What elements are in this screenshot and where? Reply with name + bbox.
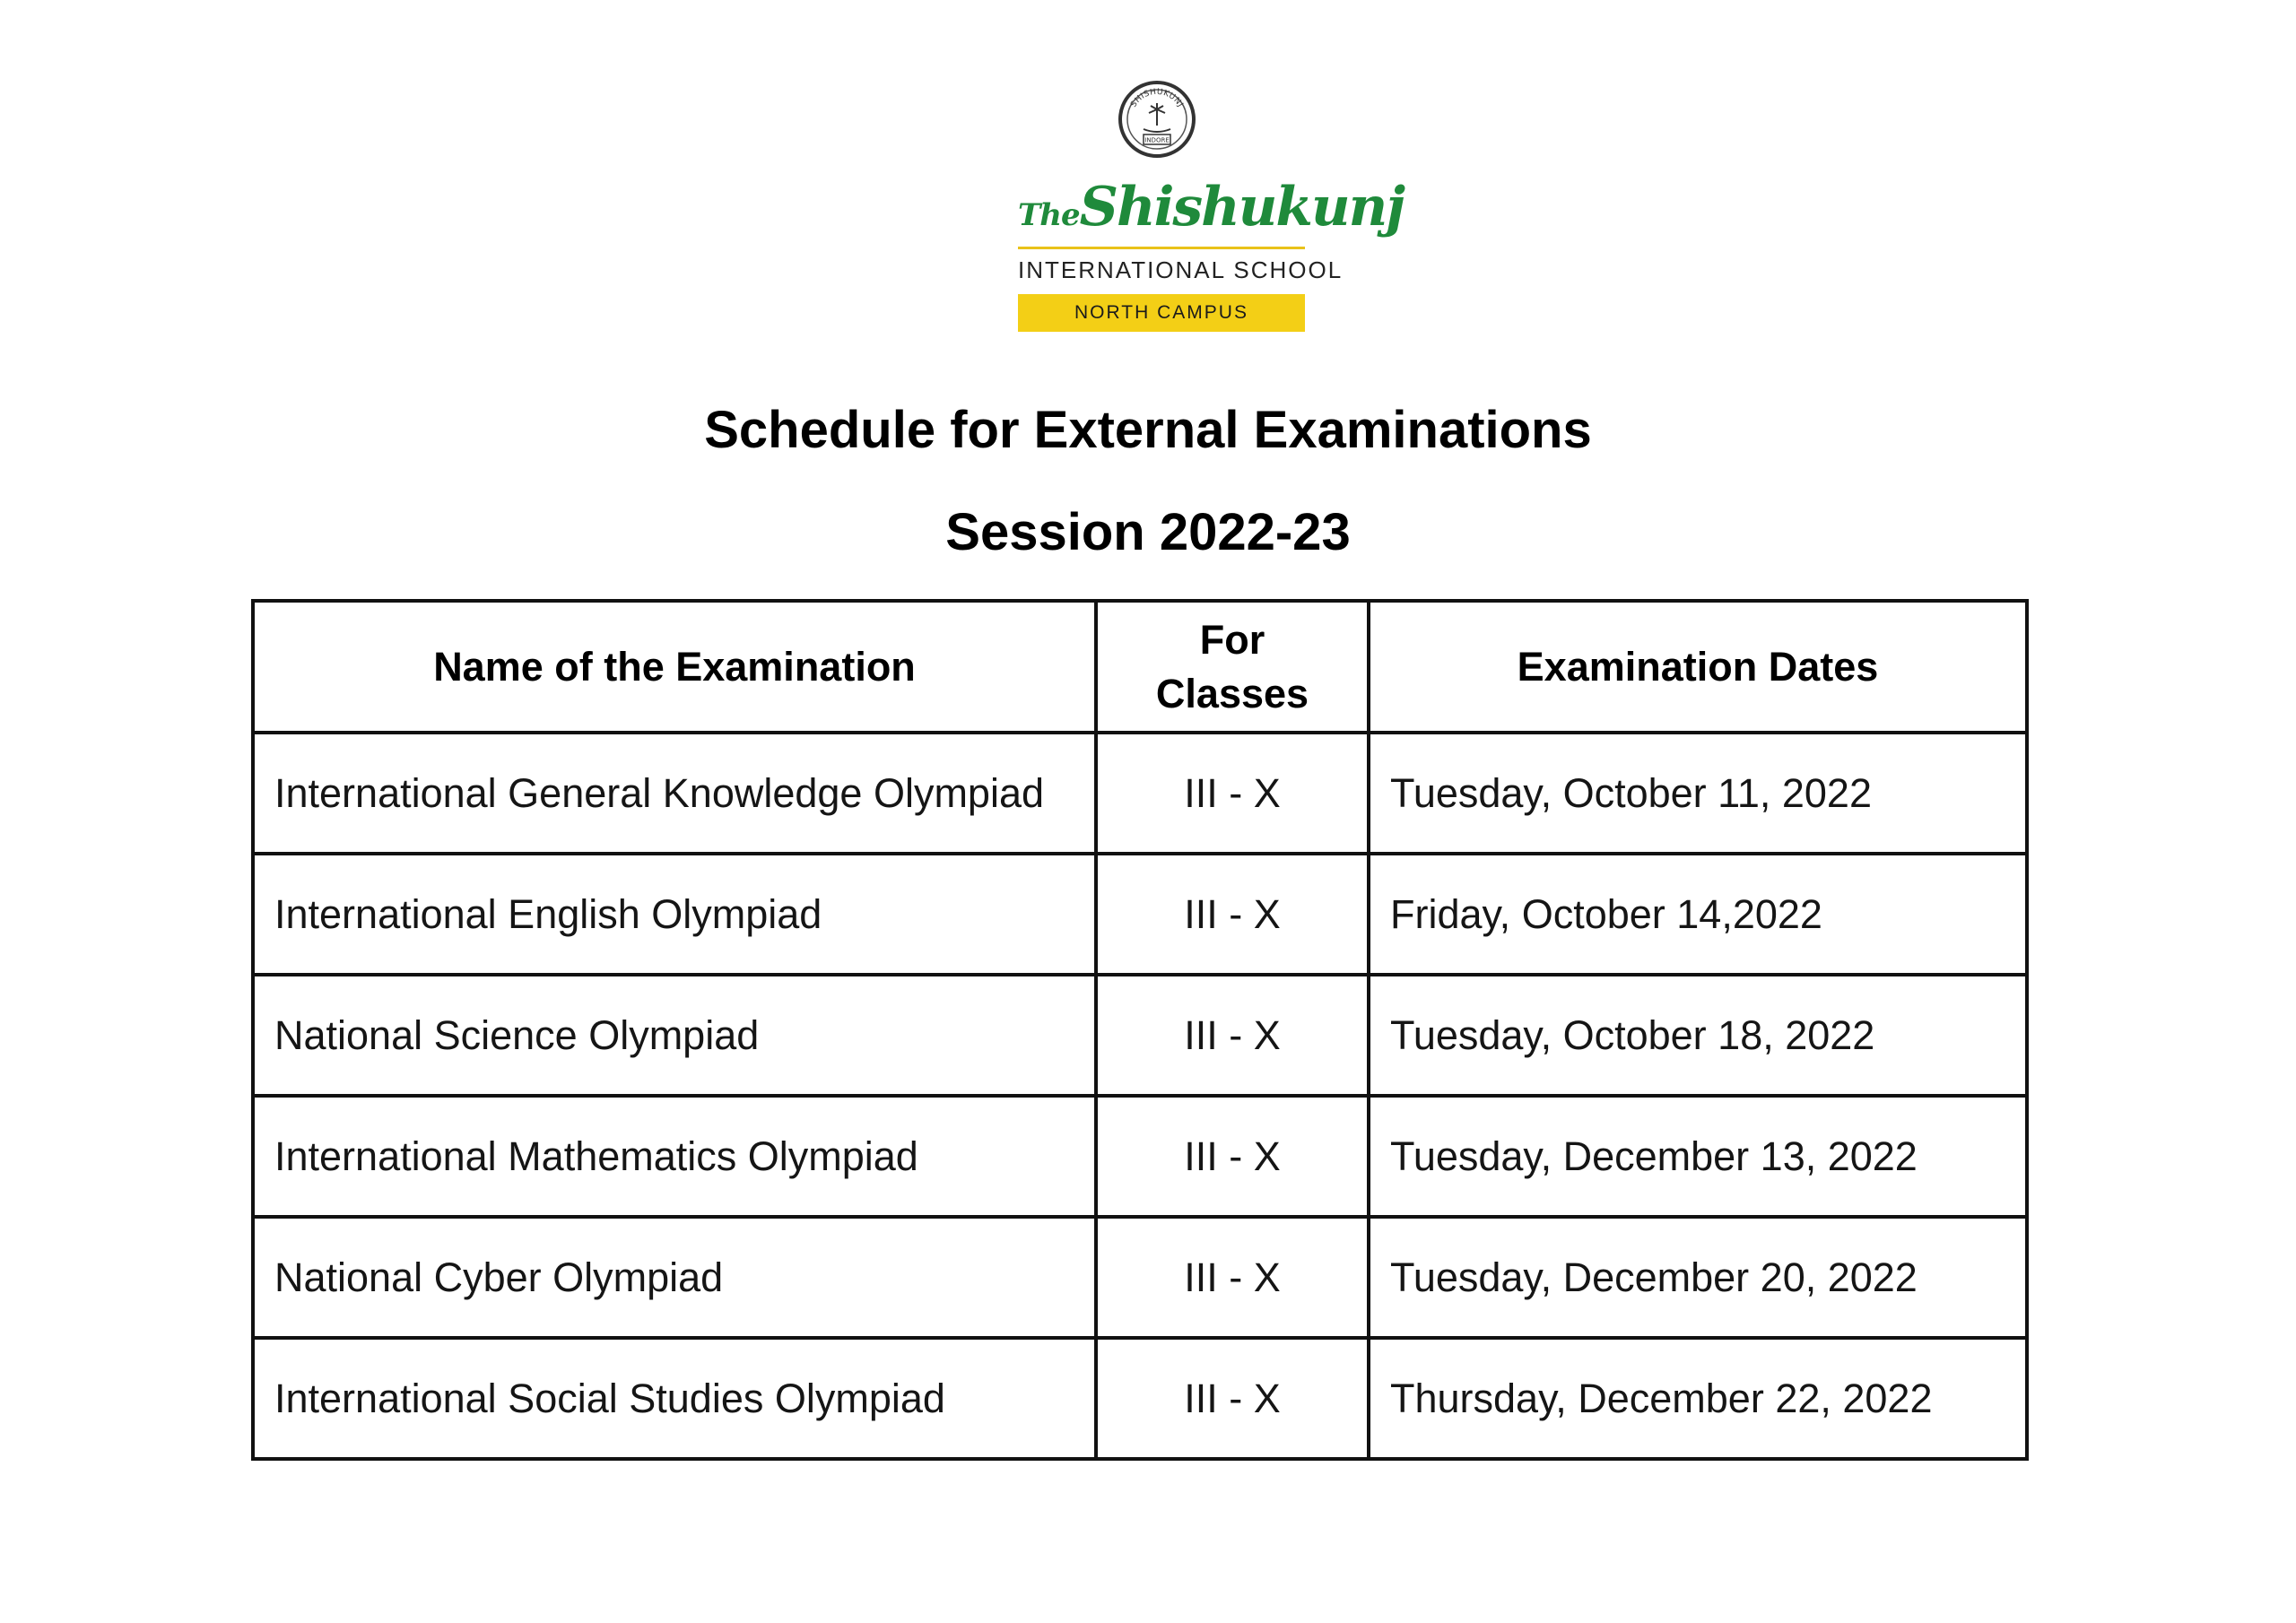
classes-cell: III - X <box>1096 1096 1369 1217</box>
classes-cell: III - X <box>1096 1217 1369 1338</box>
table-row <box>253 1217 2027 1338</box>
exam-schedule-table <box>251 599 2029 1461</box>
exam-name-cell: National Science Olympiad <box>253 975 1096 1096</box>
logo-subtitle: INTERNATIONAL SCHOOL <box>1018 256 1344 283</box>
header-classes-line2: Classes <box>1155 670 1309 716</box>
school-seal-icon <box>1117 79 1197 160</box>
exam-name-cell: National Cyber Olympiad <box>253 1217 1096 1338</box>
table-row <box>253 975 2027 1096</box>
header-classes-line1: For <box>1199 616 1265 663</box>
table-row <box>253 1096 2027 1217</box>
exam-name-cell: International Social Studies Olympiad <box>253 1338 1096 1459</box>
header-exam-name: Name of the Examination <box>253 601 1096 733</box>
table-header-row <box>253 601 2027 733</box>
classes-cell: III - X <box>1096 854 1369 975</box>
exam-date-cell: Friday, October 14,2022 <box>1369 854 2027 975</box>
classes-cell: III - X <box>1096 975 1369 1096</box>
exam-date-cell: Tuesday, December 13, 2022 <box>1369 1096 2027 1217</box>
page-title: Schedule for External Examinations <box>704 401 1592 459</box>
school-logo <box>1009 79 1404 339</box>
session-title: Session 2022-23 <box>945 503 1351 561</box>
brand-name: Shishukunj <box>1079 176 1404 239</box>
exam-date-cell: Thursday, December 22, 2022 <box>1369 1338 2027 1459</box>
table-row <box>253 733 2027 854</box>
exam-date-cell: Tuesday, October 11, 2022 <box>1369 733 2027 854</box>
table-row <box>253 1338 2027 1459</box>
exam-date-cell: Tuesday, October 18, 2022 <box>1369 975 2027 1096</box>
seal-top-text: SHISHUKUNJ <box>1129 87 1185 109</box>
header-for-classes <box>1096 601 1369 733</box>
header-exam-dates: Examination Dates <box>1369 601 2027 733</box>
exam-date-cell: Tuesday, December 20, 2022 <box>1369 1217 2027 1338</box>
table-row <box>253 854 2027 975</box>
classes-cell: III - X <box>1096 1338 1369 1459</box>
exam-name-cell: International General Knowledge Olympiad <box>253 733 1096 854</box>
seal-bottom-text: INDORE <box>1144 136 1170 144</box>
brand-prefix: The <box>1018 197 1080 233</box>
exam-name-cell: International English Olympiad <box>253 854 1096 975</box>
logo-divider <box>1018 247 1305 249</box>
classes-cell: III - X <box>1096 733 1369 854</box>
exam-name-cell: International Mathematics Olympiad <box>253 1096 1096 1217</box>
campus-label: NORTH CAMPUS <box>1074 302 1248 323</box>
campus-band <box>1018 294 1305 332</box>
brand-wordmark <box>1018 176 1404 239</box>
